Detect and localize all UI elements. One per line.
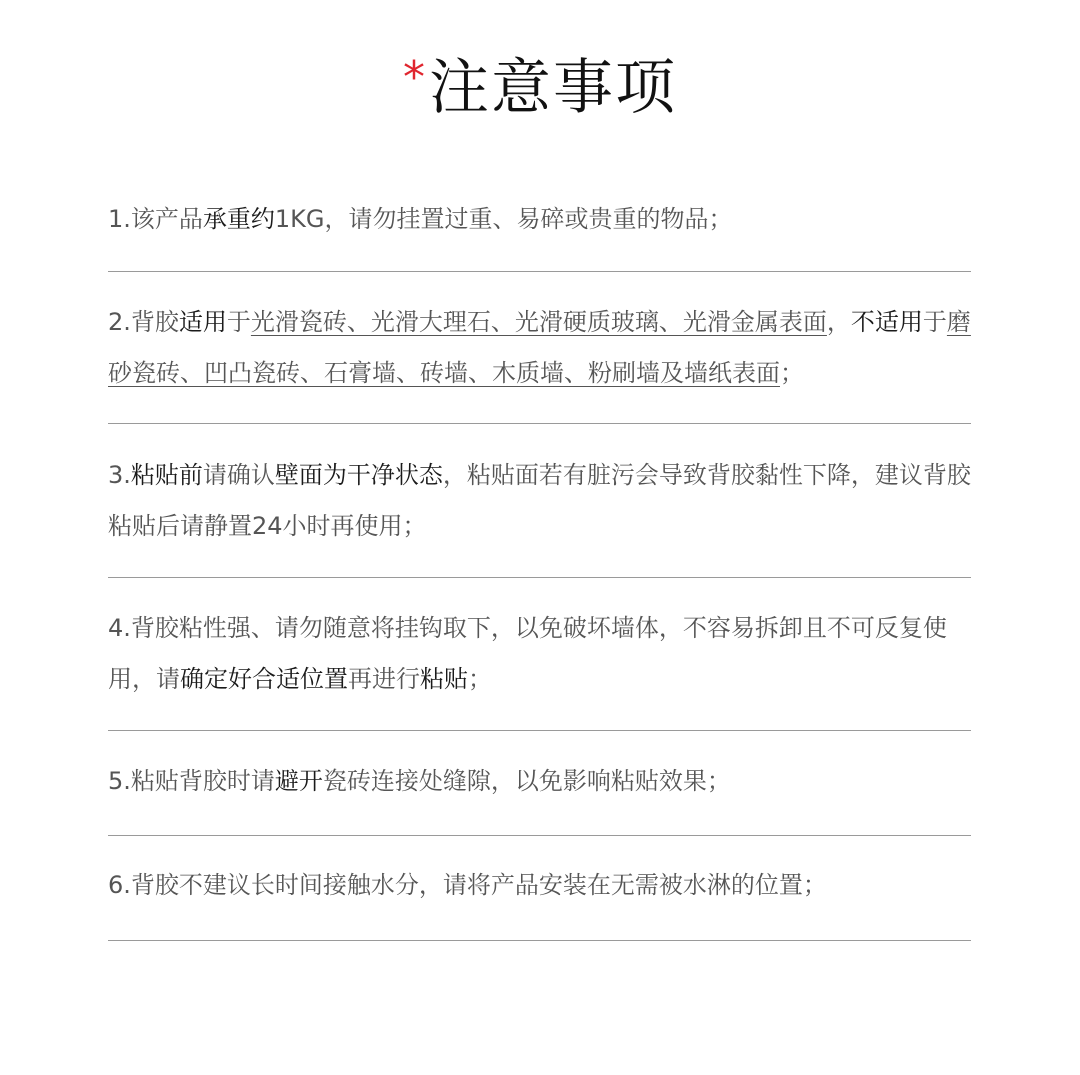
divider (108, 730, 971, 731)
notice-highlight: 壁面为干净状态 (274, 461, 443, 489)
notice-text: 3. (108, 461, 131, 489)
notice-item-5 (108, 756, 971, 807)
notice-text: 1KG，请勿挂置过重、易碎或贵重的物品； (274, 205, 733, 233)
notice-underlined: 光滑瓷砖、光滑大理石、光滑硬质玻璃、光滑金属表面 (250, 308, 827, 336)
notice-text: 4.背胶粘性强、请勿随意将挂钩取下，以免破坏墙体，不容易拆卸且不可反复使用，请 (108, 614, 947, 693)
notice-text: 6.背胶不建议长时间接触水分，请将产品安装在无需被水淋的位置； (108, 871, 827, 899)
notice-highlight: 粘贴 (420, 665, 468, 693)
divider (108, 423, 971, 424)
page-title (0, 50, 1080, 126)
notice-text: 瓷砖连接处缝隙，以免影响粘贴效果； (322, 767, 731, 795)
notice-highlight: 避开 (274, 767, 323, 795)
notice-text: 1.该产品 (108, 205, 203, 233)
notice-text: 2.背胶 (108, 308, 179, 336)
divider (108, 835, 971, 836)
notice-item-3 (108, 450, 971, 552)
asterisk-mark: * (403, 52, 427, 103)
notice-text: 请确认 (202, 461, 275, 489)
notice-text: 于 (226, 308, 251, 336)
notice-highlight: 承重约 (202, 205, 275, 233)
notice-text: ； (780, 359, 804, 387)
notice-item-2 (108, 297, 971, 399)
notice-highlight: 确定好合适位置 (180, 665, 348, 693)
title-text: 注意事项 (429, 53, 677, 123)
notice-highlight: 粘贴前 (130, 461, 203, 489)
divider (108, 271, 971, 272)
notice-text: ，粘贴面若有脏污会导致背胶黏性下降，建议背胶粘贴后请静置24小时再使用； (108, 461, 971, 540)
notice-item-6 (108, 860, 971, 911)
notice-item-1 (108, 194, 971, 245)
divider (108, 940, 971, 941)
notice-text: ， (826, 308, 851, 336)
notice-highlight: 不适用 (850, 308, 923, 336)
notice-text: 5.粘贴背胶时请 (108, 767, 275, 795)
notice-highlight: 适用 (178, 308, 227, 336)
notice-text: ； (468, 665, 492, 693)
notice-text: 再进行 (348, 665, 420, 693)
notice-text: 于 (922, 308, 947, 336)
notice-underlined: 磨砂瓷砖、凹凸瓷砖、石膏墙、砖墙、木质墙、粉刷墙及墙纸表面 (108, 308, 971, 387)
divider (108, 577, 971, 578)
notice-item-4 (108, 603, 971, 705)
